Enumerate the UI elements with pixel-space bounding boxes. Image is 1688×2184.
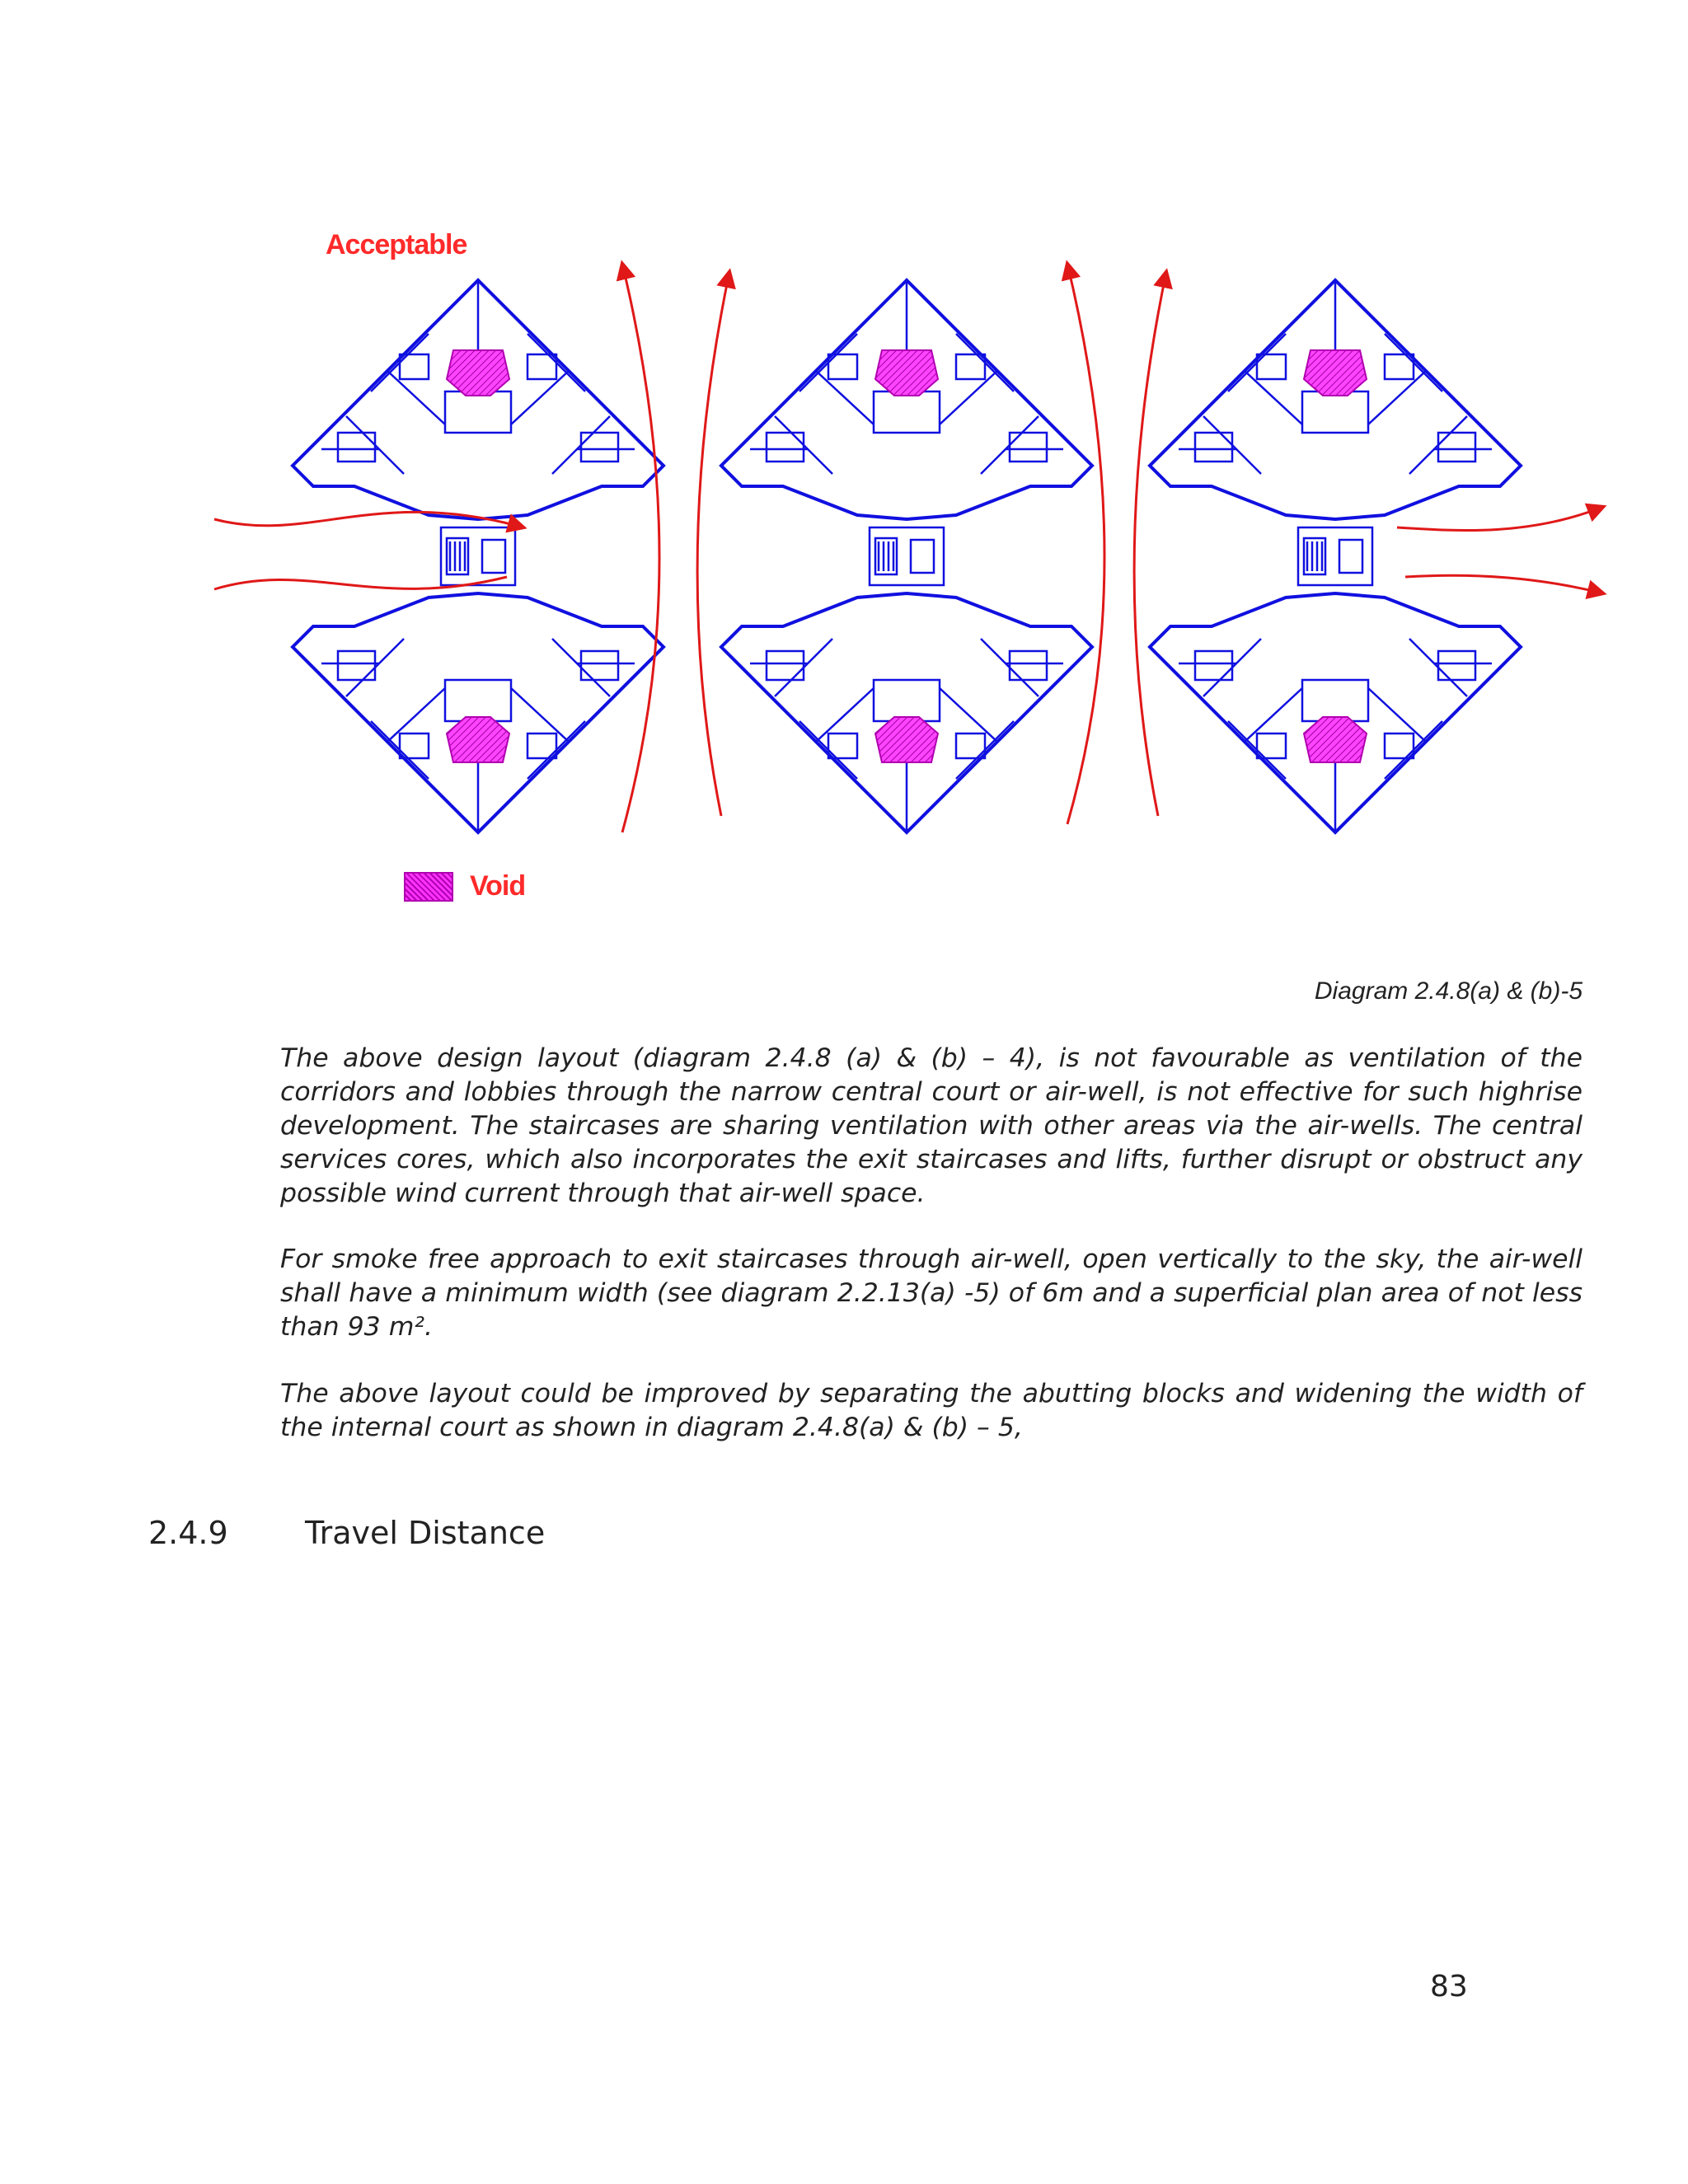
diagram-caption: Diagram 2.4.8(a) & (b)-5 (1314, 977, 1582, 1005)
building-block-left (293, 280, 663, 832)
void-legend-swatch (404, 872, 453, 902)
void-legend-label: Void (470, 870, 526, 902)
paragraph-2: For smoke free approach to exit staircases through air-well, open vertically to the sky, the air-well shall have a minimum width (see diagram 2.2.13(a) -5) of 6m and a superficial plan area of not less than 93 m². (280, 1244, 1582, 1342)
section-title: Travel Distance (305, 1515, 546, 1551)
floor-plan-diagram (210, 223, 1611, 931)
acceptable-label: Acceptable (326, 229, 467, 260)
paragraph-3: The above layout could be improved by separating the abutting blocks and widening the width of the internal court as shown in diagram 2.4.8(a) & (b) – 5, (280, 1379, 1582, 1442)
page-number: 83 (1430, 1970, 1468, 2004)
building-block-right (1150, 280, 1521, 832)
building-block-middle (721, 280, 1092, 832)
section-number: 2.4.9 (148, 1515, 228, 1551)
paragraph-1: The above design layout (diagram 2.4.8 (a) & (b) – 4), is not favourable as ventilation of the corridors and lobbies through the narrow central court or air-well, is not effective for such highrise development. The staircases are sharing ventilation with other areas via the air-wells. The central services cores, which also incorporates the exit staircases and lifts, further disrupt or obstruct any possible wind current through that air-well space. (280, 1043, 1582, 1208)
